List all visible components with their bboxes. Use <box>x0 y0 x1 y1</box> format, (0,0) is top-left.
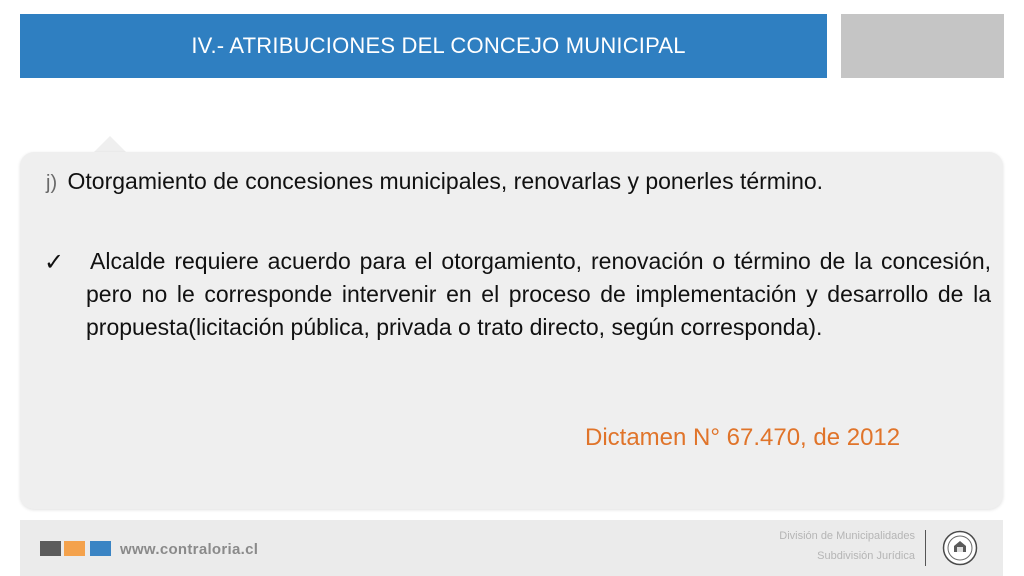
division-name: División de Municipalidades <box>779 530 915 542</box>
footer-square-gray <box>40 541 61 556</box>
intro-text: Otorgamiento de concesiones municipales, renovarlas y ponerles término. <box>67 168 824 194</box>
website-link[interactable]: www.contraloria.cl <box>120 541 259 558</box>
footer-square-orange <box>64 541 85 556</box>
slide-title: IV.- ATRIBUCIONES DEL CONCEJO MUNICIPAL <box>191 33 686 58</box>
footer-divider <box>925 530 926 566</box>
header-gray-block <box>841 14 1004 78</box>
intro-marker: j) <box>46 172 58 194</box>
footer-square-blue <box>90 541 111 556</box>
subdivision-name: Subdivisión Jurídica <box>817 550 915 562</box>
slide-title-bar <box>20 14 827 78</box>
contraloria-seal-icon <box>942 530 978 566</box>
bullet-text: Alcalde requiere acuerdo para el otorgamiento, renovación o término de la concesión, pero no le corresponde intervenir en el proceso de implementación y desarrollo de la propuesta(licitación pública, privada o trato directo, según corresponda). <box>86 248 991 340</box>
footer-bar <box>20 520 1003 576</box>
check-icon: ✓ <box>44 249 65 276</box>
dictamen-reference: Dictamen N° 67.470, de 2012 <box>585 424 901 451</box>
intro-line <box>46 168 996 195</box>
